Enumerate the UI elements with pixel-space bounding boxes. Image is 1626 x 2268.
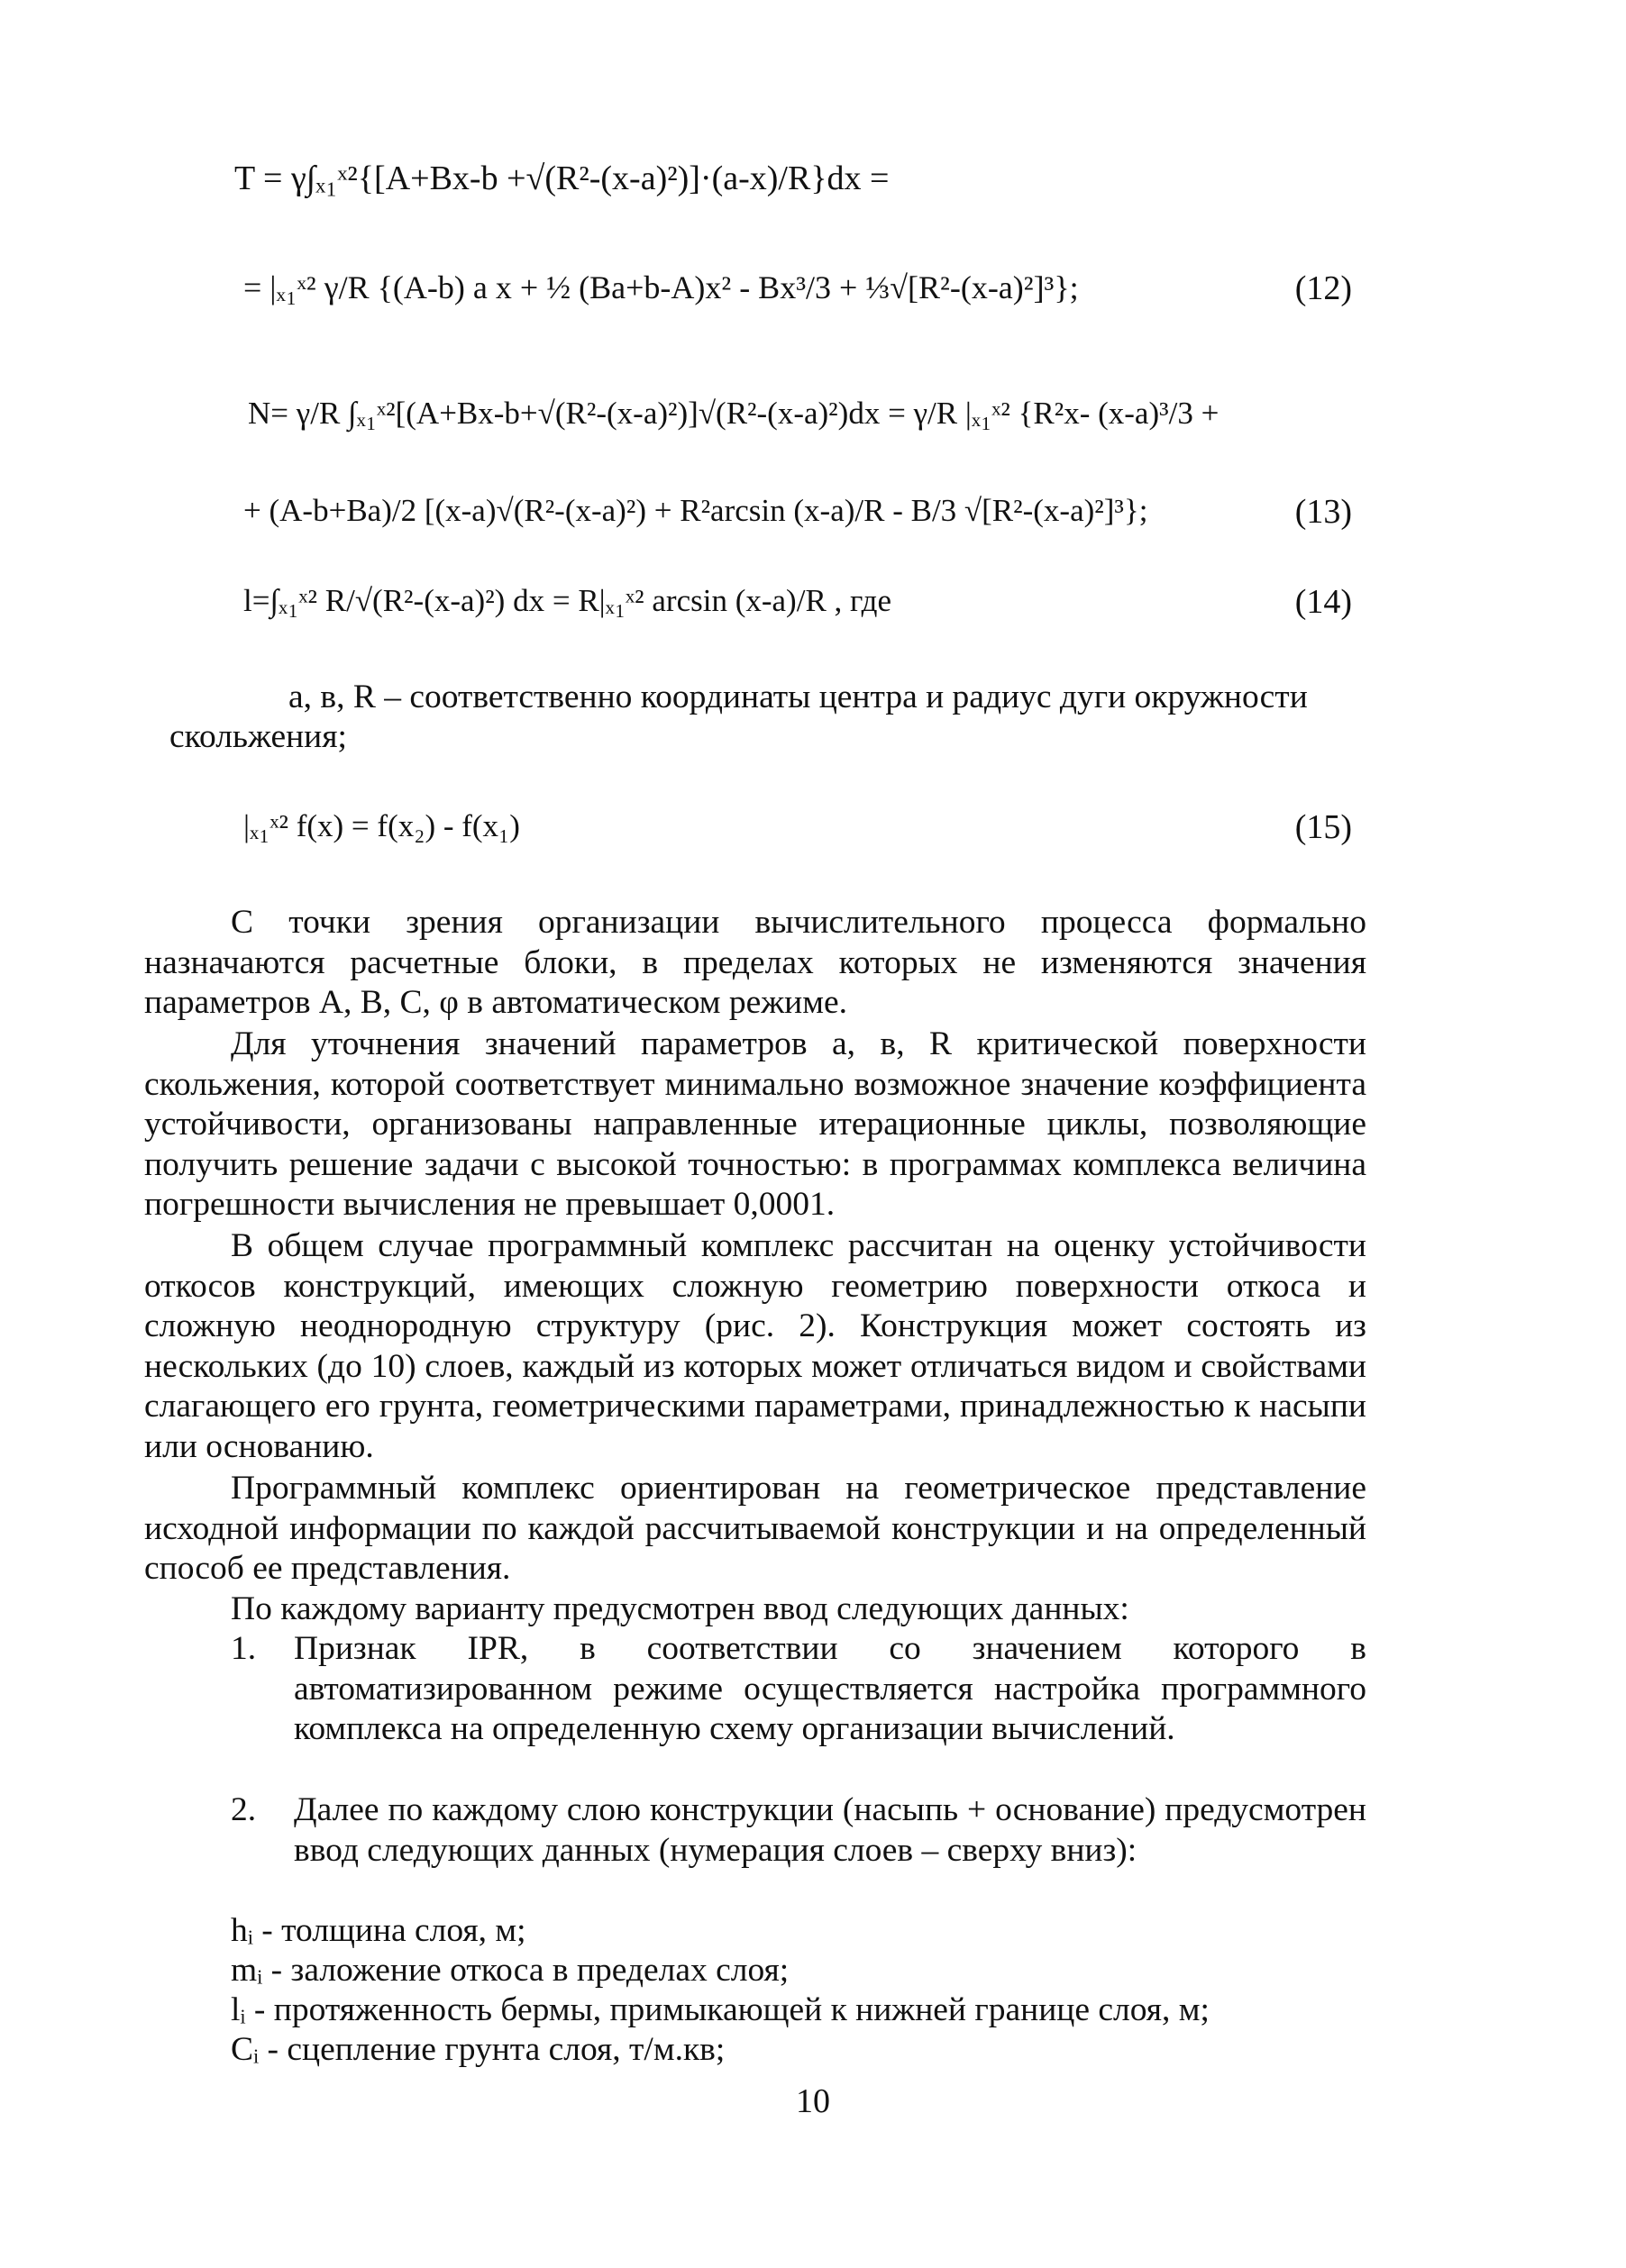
equation-N-line1 bbox=[162, 396, 1370, 469]
paragraph-4: Программный комплекс ориентирован на геометрическое представление исходной информации по каждой рассчитываемой конструкции и на определенный способ ее представления. bbox=[144, 1470, 1366, 1587]
page-number: 10 bbox=[796, 2082, 830, 2120]
variable-h: hᵢ - толщина слоя, м; bbox=[231, 1912, 526, 1949]
equation-13-number: (13) bbox=[1294, 493, 1352, 531]
list-item-2-number: 2. bbox=[231, 1791, 257, 1828]
equation-T-line2-text: = |ₓ₁ˣ² γ/R {(A-b) a x + ½ (Ba+b-A)x² - Bx³/3 + ⅓√[R²-(x-a)²]³}; bbox=[243, 269, 1079, 305]
equation-15-number: (15) bbox=[1294, 808, 1352, 846]
equation-l-text: l=∫ₓ₁ˣ² R/√(R²-(x-a)²) dx = R|ₓ₁ˣ² arcsin (x-a)/R , где bbox=[243, 583, 891, 618]
equation-12-number: (12) bbox=[1294, 269, 1352, 307]
equation-14-number: (14) bbox=[1294, 583, 1352, 621]
paragraph-1: С точки зрения организации вычислительного процесса формально назначаются расчетные блоки, в пределах которых не изменяются значения параметров A, B, C, φ в автоматическом режиме. bbox=[144, 904, 1366, 1021]
definition-line-1: а, в, R – соответственно координаты центра и радиус дуги окружности bbox=[288, 679, 1308, 715]
variable-C: Cᵢ - сцепление грунта слоя, т/м.кв; bbox=[231, 2031, 726, 2068]
equation-T-line1-text: T = γ∫ₓ₁ˣ²{[A+Bx-b +√(R²-(x-a)²)]·(a-x)/R}dx = bbox=[234, 159, 890, 197]
variable-m: mᵢ - заложение откоса в пределах слоя; bbox=[231, 1952, 790, 1989]
list-item-2-text: Далее по каждому слою конструкции (насыпь + основание) предусмотрен ввод следующих данных (нумерация слоев – сверху вниз): bbox=[294, 1791, 1366, 1869]
variable-l: lᵢ - протяженность бермы, примыкающей к нижней границе слоя, м; bbox=[231, 1991, 1210, 2028]
equation-f-text: |ₓ₁ˣ² f(x) = f(x₂) - f(x₁) bbox=[243, 808, 520, 843]
equation-13 bbox=[162, 494, 1370, 566]
paragraph-3: В общем случае программный комплекс рассчитан на оценку устойчивости откосов конструкций, имеющих сложную геометрию поверхности откоса и сложную неоднородную структуру (рис. 2). Конструкция может состоять из нескольких (до 10) слоев, каждый из которых может отличаться видом и свойствами слагающего его грунта, геометрическими параметрами, принадлежностью к насыпи или основанию. bbox=[144, 1227, 1366, 1465]
equation-N-line1-text: N= γ/R ∫ₓ₁ˣ²[(A+Bx-b+√(R²-(x-a)²)]√(R²-(x-a)²)dx = γ/R |ₓ₁ˣ² {R²x- (x-a)³/3 + bbox=[248, 396, 1220, 431]
paragraph-2: Для уточнения значений параметров а, в, R критической поверхности скольжения, которой соответствует минимально возможное значение коэффициента устойчивости, организованы направленные итерационные циклы, позволяющие получить решение задачи с высокой точностью: в программах комплекса величина погрешности вычисления не превышает 0,0001. bbox=[144, 1025, 1366, 1223]
definition-line-2: скольжения; bbox=[169, 718, 347, 755]
equation-15 bbox=[162, 809, 1370, 881]
list-item-1-text: Признак IPR, в соответствии со значением которого в автоматизированном режиме осуществляется настройка программного комплекса на определенную схему организации вычислений. bbox=[294, 1630, 1366, 1747]
equation-14 bbox=[162, 584, 1370, 656]
equation-12 bbox=[162, 270, 1370, 342]
equation-N-line2-text: + (A-b+Ba)/2 [(x-a)√(R²-(x-a)²) + R²arcsin (x-a)/R - B/3 √[R²-(x-a)²]³}; bbox=[243, 493, 1148, 528]
list-item-1-number: 1. bbox=[231, 1630, 257, 1667]
paragraph-5: По каждому варианту предусмотрен ввод следующих данных: bbox=[231, 1590, 1129, 1627]
equation-T-line1 bbox=[162, 160, 1370, 232]
